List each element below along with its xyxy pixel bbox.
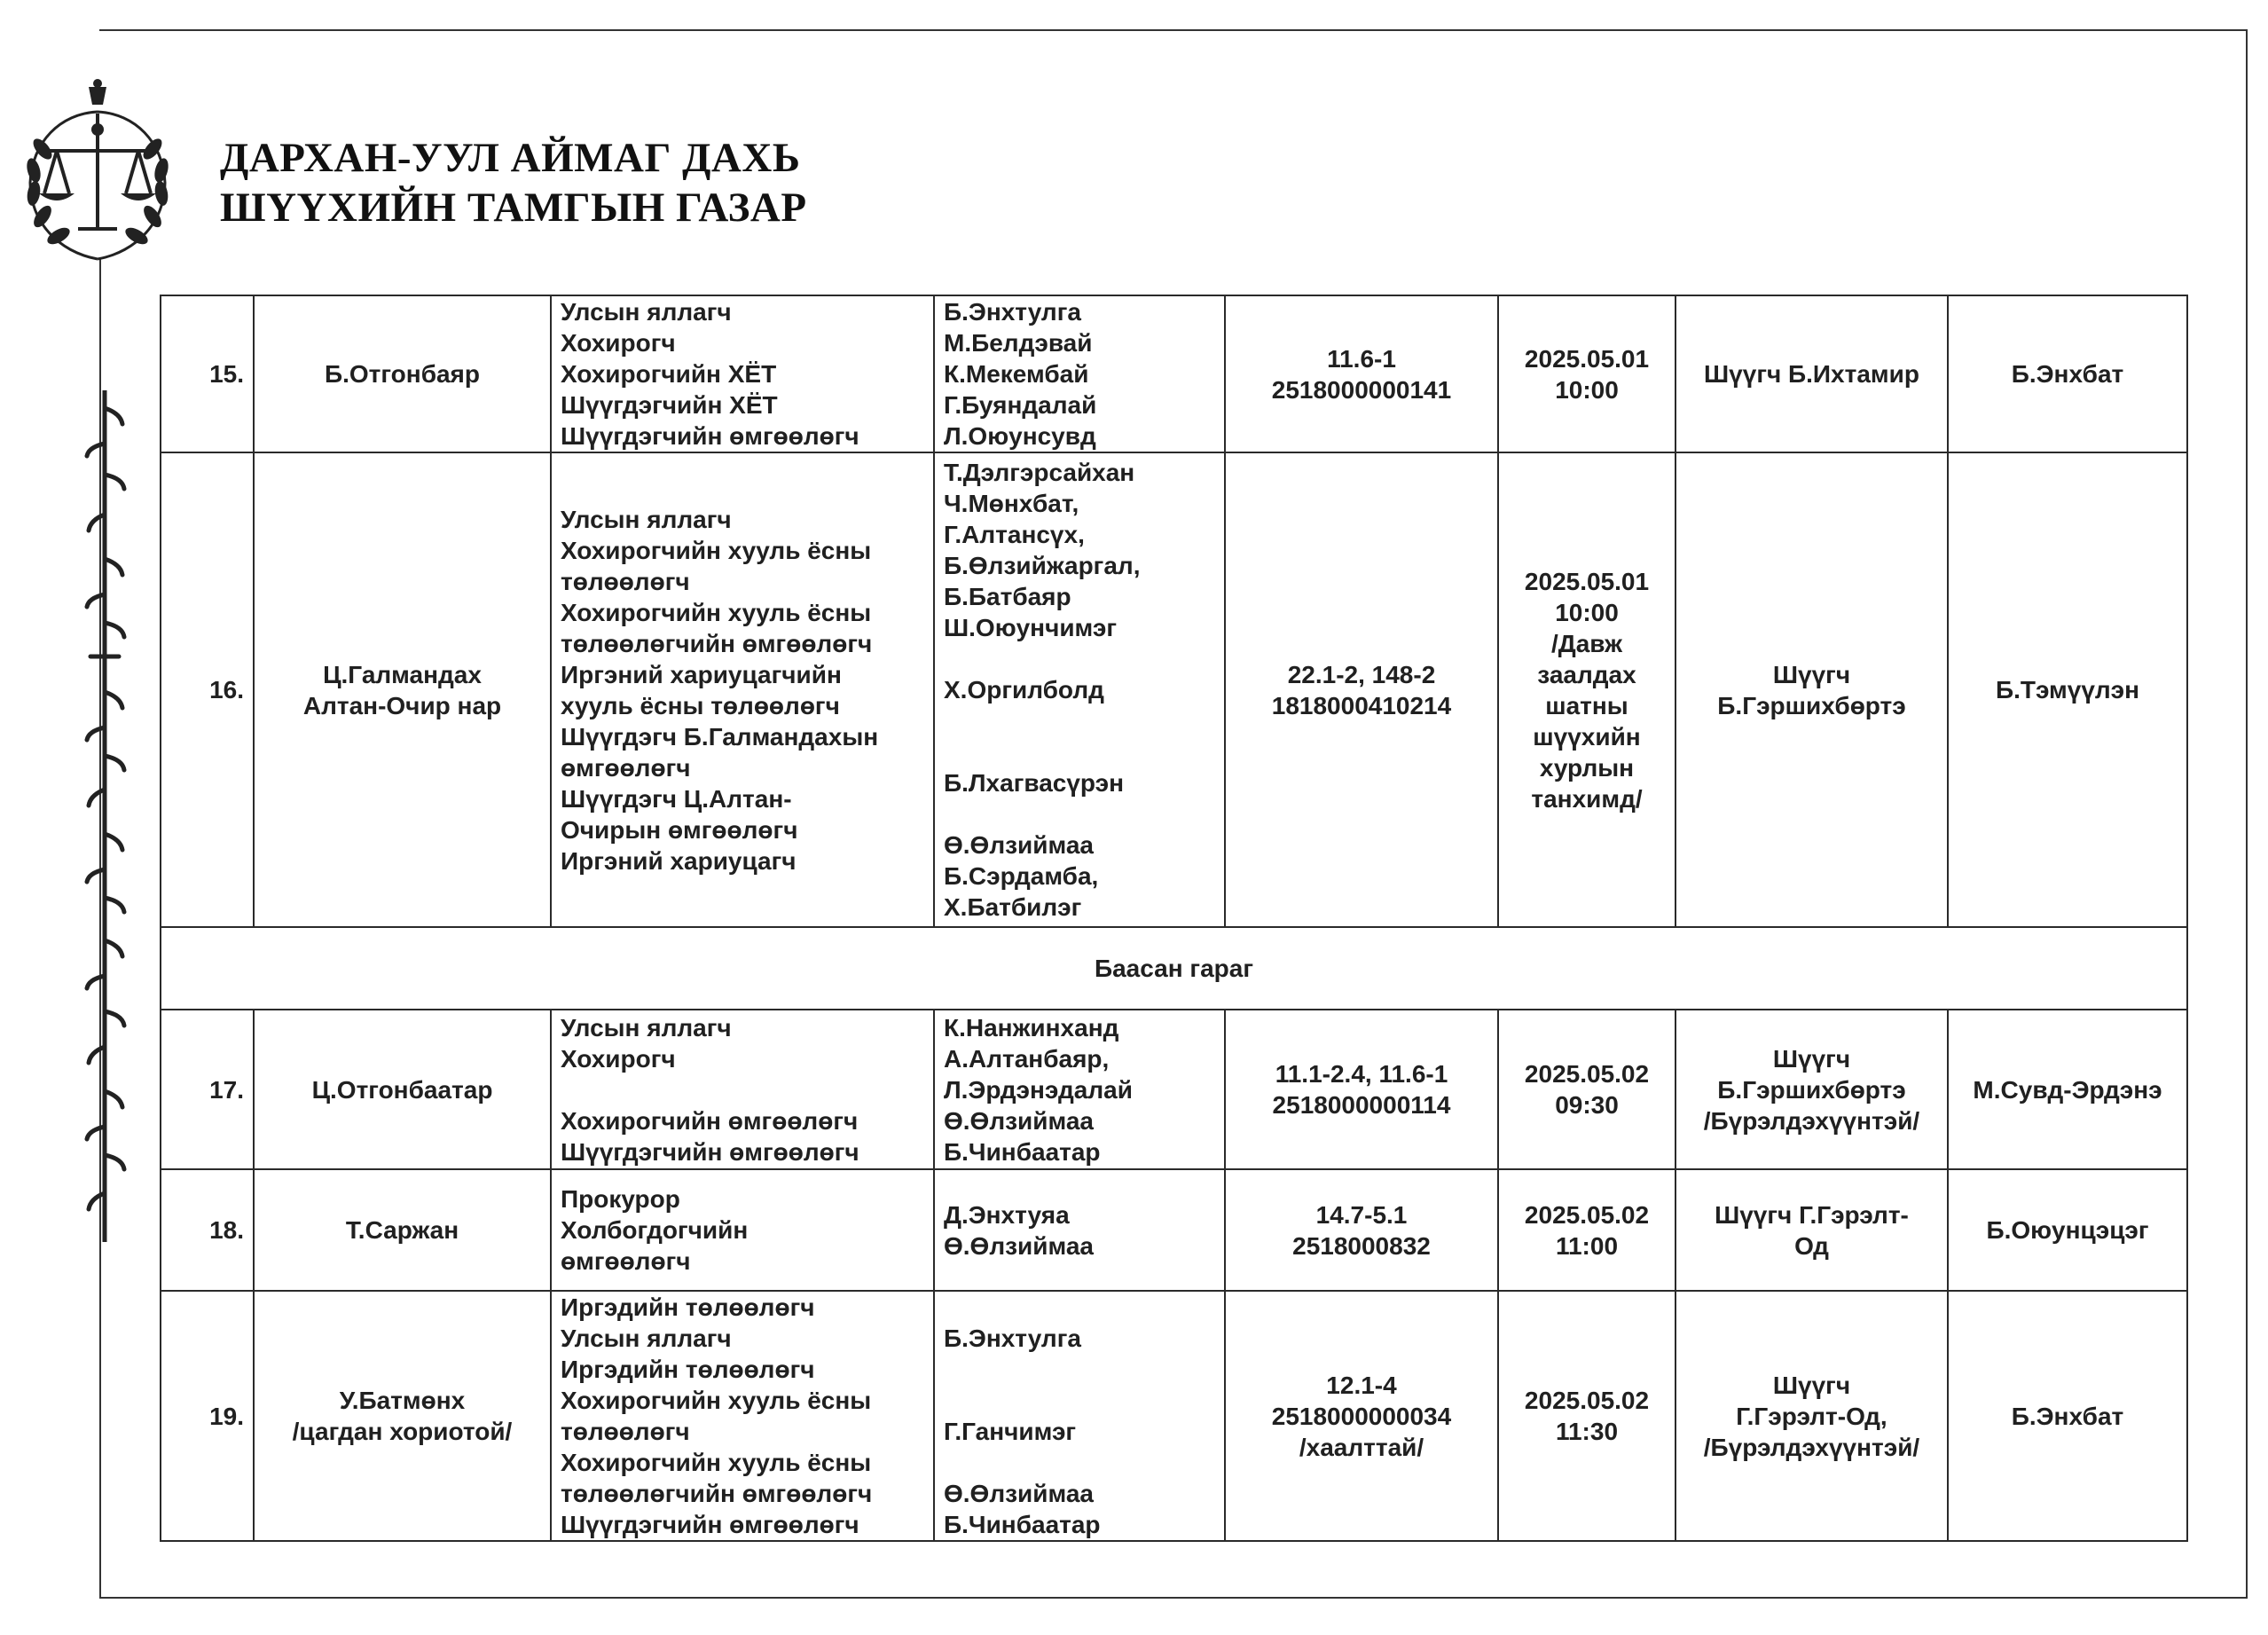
participant-roles-line: Улсын яллагч <box>561 1325 732 1352</box>
participant-roles-line: Шүүгдэгчийн өмгөөлөгч <box>561 422 859 450</box>
participant-roles-line: өмгөөлөгч <box>561 753 691 782</box>
judge-name-line: Б.Гэршихбөртэ <box>1717 691 1906 719</box>
court-emblem-icon <box>7 78 188 271</box>
participant-names-line: Ч.Мөнхбат, <box>944 490 1079 517</box>
participant-names-line: Х.Батбилэг <box>944 893 1082 921</box>
table-row <box>161 1291 2187 1541</box>
participant-roles-line: Холбогдогчийн <box>561 1216 749 1244</box>
clerk-name-line: Б.Тэмүүлэн <box>1995 676 2140 704</box>
case-code-line: 12.1-4 <box>1326 1371 1397 1399</box>
participant-roles-line: Хохирогчийн хууль ёсны <box>561 536 872 564</box>
participant-names-line: Л.Эрдэнэдалай <box>944 1075 1133 1104</box>
header-line-1: ДАРХАН-УУЛ АЙМАГ ДАХЬ <box>220 135 801 181</box>
participant-names-line <box>944 643 1215 674</box>
case-code-cell <box>1225 1169 1498 1291</box>
case-code-line: /хаалттай/ <box>1299 1433 1424 1461</box>
clerk-name-line: Б.Энхбат <box>2011 360 2124 388</box>
judge-name-line: Шүүгч Г.Гэрэлт- <box>1715 1200 1909 1229</box>
judge-name-line: /Бүрэлдэхүүнтэй/ <box>1703 1433 1920 1461</box>
judge-name-line: /Бүрэлдэхүүнтэй/ <box>1703 1106 1920 1135</box>
page-frame-bottom <box>99 1597 2248 1599</box>
participant-names-line <box>944 1385 1215 1416</box>
participant-roles-line: Шүүгдэгчийн өмгөөлөгч <box>561 1511 859 1538</box>
participant-names-line: Б.Батбаяр <box>944 583 1071 610</box>
table-row <box>161 1169 2187 1291</box>
participant-names-cell <box>934 452 1225 927</box>
case-code-cell <box>1225 1010 1498 1169</box>
hearing-datetime-line: шүүхийн <box>1533 722 1641 751</box>
participant-roles-line: төлөөлөгчийн өмгөөлөгч <box>561 1480 873 1507</box>
day-divider-row <box>161 927 2187 1010</box>
table-row <box>161 1010 2187 1169</box>
mongolian-script-icon <box>73 390 137 1242</box>
participant-names-line: Б.Лхагвасүрэн <box>944 769 1125 797</box>
judge-name-cell <box>1675 1010 1948 1169</box>
hearing-datetime-cell <box>1498 1291 1675 1541</box>
participant-roles-line: Шүүгдэгчийн өмгөөлөгч <box>561 1137 859 1166</box>
participant-names-cell <box>934 1010 1225 1169</box>
participant-roles-cell <box>551 1169 934 1291</box>
judge-name-line: Шүүгч <box>1772 660 1851 688</box>
hearing-datetime-line: заалдах <box>1537 660 1636 688</box>
case-number-cell: 19. <box>161 1291 254 1541</box>
participant-roles-line: Прокурор <box>561 1185 680 1213</box>
participant-names-line: Г.Ганчимэг <box>944 1418 1077 1445</box>
participant-names-line <box>944 1354 1215 1385</box>
case-code-line: 1818000410214 <box>1271 691 1452 719</box>
participant-names-cell <box>934 295 1225 452</box>
participant-roles-line: Хохирогчийн ХЁТ <box>561 360 777 388</box>
participant-names-line <box>944 1447 1215 1478</box>
judge-name-line: Шүүгч <box>1772 1371 1851 1399</box>
participant-names-line: Г.Алтансүх, <box>944 521 1085 548</box>
participant-roles-line: хууль ёсны төлөөлөгч <box>561 691 840 719</box>
clerk-name-line: Б.Оюунцэцэг <box>1986 1216 2149 1244</box>
participant-names-line: Б.Энхтулга <box>944 298 1081 326</box>
participant-names-line: Б.Өлзийжаргал, <box>944 552 1141 579</box>
defendant-name-cell <box>254 1169 551 1291</box>
hearing-datetime-cell <box>1498 1169 1675 1291</box>
defendant-name-cell <box>254 1291 551 1541</box>
participant-roles-line: Шүүгдэгч Б.Галмандахын <box>561 722 879 751</box>
hearing-datetime-line: танхимд/ <box>1531 784 1643 813</box>
defendant-name-cell <box>254 452 551 927</box>
participant-roles-line: Иргэдийн төлөөлөгч <box>561 1356 815 1383</box>
participant-roles-line <box>561 1074 924 1105</box>
participant-roles-line: Хохирогчийн хууль ёсны <box>561 1449 872 1476</box>
case-code-line: 11.6-1 <box>1327 344 1396 373</box>
participant-names-line: Ө.Өлзиймаа <box>944 831 1094 859</box>
case-number-cell: 17. <box>161 1010 254 1169</box>
participant-roles-line: төлөөлөгчийн өмгөөлөгч <box>561 629 873 657</box>
case-code-cell <box>1225 452 1498 927</box>
participant-names-line: Ш.Оюунчимэг <box>944 614 1118 641</box>
case-number-cell: 18. <box>161 1169 254 1291</box>
hearing-datetime-line: 10:00 <box>1555 375 1619 404</box>
participant-names-line: Б.Чинбаатар <box>944 1511 1101 1538</box>
case-code-line: 2518000832 <box>1292 1231 1431 1260</box>
participant-names-line: Х.Оргилболд <box>944 676 1104 704</box>
judge-name-cell <box>1675 1169 1948 1291</box>
hearing-datetime-line: 2025.05.02 <box>1524 1060 1650 1088</box>
participant-names-line <box>944 1292 1215 1323</box>
judge-name-line: Г.Гэрэлт-Од, <box>1736 1402 1887 1430</box>
participant-roles-cell <box>551 1291 934 1541</box>
hearing-datetime-cell <box>1498 1010 1675 1169</box>
participant-names-line: Т.Дэлгэрсайхан <box>944 459 1135 486</box>
case-number-cell: 15. <box>161 295 254 452</box>
clerk-name-line: Б.Энхбат <box>2011 1402 2124 1430</box>
header-line-2: ШҮҮХИЙН ТАМГЫН ГАЗАР <box>220 185 807 231</box>
hearing-datetime-line: 2025.05.01 <box>1524 344 1650 373</box>
participant-names-line: К.Нанжинханд <box>944 1013 1119 1042</box>
defendant-name-cell <box>254 295 551 452</box>
participant-names-line <box>944 705 1215 736</box>
clerk-name-cell <box>1948 1291 2187 1541</box>
hearing-datetime-line: 10:00 <box>1555 598 1619 626</box>
case-number-cell: 16. <box>161 452 254 927</box>
judge-name-line: Шүүгч Б.Ихтамир <box>1704 360 1919 388</box>
defendant-name-line: Ц.Галмандах <box>323 660 482 688</box>
hearing-datetime-line: 2025.05.02 <box>1524 1200 1650 1229</box>
judge-name-cell <box>1675 295 1948 452</box>
participant-roles-line: Улсын яллагч <box>561 298 732 326</box>
participant-names-line: А.Алтанбаяр, <box>944 1044 1110 1073</box>
case-code-line: 2518000000034 <box>1271 1402 1452 1430</box>
hearing-datetime-line: 2025.05.01 <box>1524 567 1650 595</box>
participant-roles-line: Хохирогч <box>561 329 676 357</box>
document-header <box>220 133 807 232</box>
hearing-datetime-cell <box>1498 452 1675 927</box>
participant-names-line: К.Мекембай <box>944 360 1089 388</box>
participant-names-cell <box>934 1291 1225 1541</box>
participant-roles-line: Шүүгдэгч Ц.Алтан- <box>561 784 792 813</box>
participant-roles-cell <box>551 295 934 452</box>
participant-names-line: Ө.Өлзиймаа <box>944 1480 1094 1507</box>
case-code-line: 2518000000141 <box>1271 375 1452 404</box>
hearing-datetime-line: 2025.05.02 <box>1524 1387 1650 1414</box>
judge-name-line: Б.Гэршихбөртэ <box>1717 1075 1906 1104</box>
hearing-datetime-line: шатны <box>1545 691 1628 719</box>
case-code-line: 2518000000114 <box>1272 1091 1451 1119</box>
participant-roles-line: Хохирогч <box>561 1044 676 1073</box>
table-row <box>161 452 2187 927</box>
participant-names-line: М.Белдэвай <box>944 329 1093 357</box>
judge-name-cell <box>1675 452 1948 927</box>
participant-roles-line: Хохирогчийн хууль ёсны <box>561 1387 872 1414</box>
defendant-name-line: Б.Отгонбаяр <box>324 360 480 388</box>
judge-name-line: Од <box>1794 1231 1829 1260</box>
participant-roles-line: Очирын өмгөөлөгч <box>561 815 798 844</box>
participant-names-line: Б.Энхтулга <box>944 1325 1081 1352</box>
participant-roles-line: Иргэдийн төлөөлөгч <box>561 1293 815 1321</box>
participant-roles-line: Улсын яллагч <box>561 505 732 533</box>
participant-names-line: Ө.Өлзиймаа <box>944 1231 1094 1260</box>
participant-names-line: Ө.Өлзиймаа <box>944 1106 1094 1135</box>
clerk-name-cell <box>1948 1169 2187 1291</box>
participant-roles-line: Иргэний хариуцагч <box>561 846 797 875</box>
page-frame-top <box>99 29 2248 31</box>
participant-roles-line: Улсын яллагч <box>561 1013 732 1042</box>
case-code-cell <box>1225 295 1498 452</box>
clerk-name-cell <box>1948 1010 2187 1169</box>
participant-roles-line: төлөөлөгч <box>561 567 690 595</box>
participant-roles-line: Иргэний хариуцагчийн <box>561 660 842 688</box>
participant-names-line: Б.Сэрдамба, <box>944 862 1099 890</box>
hearing-datetime-line: 11:00 <box>1555 1231 1619 1260</box>
participant-roles-line: Хохирогчийн өмгөөлөгч <box>561 1106 859 1135</box>
participant-roles-line: Шүүгдэгчийн ХЁТ <box>561 391 778 419</box>
participant-names-line <box>944 736 1215 767</box>
participant-names-line: Б.Чинбаатар <box>944 1137 1101 1166</box>
table-row <box>161 295 2187 452</box>
participant-roles-cell <box>551 1010 934 1169</box>
participant-roles-line: төлөөлөгч <box>561 1418 690 1445</box>
judge-name-line: Шүүгч <box>1772 1044 1851 1073</box>
judge-name-cell <box>1675 1291 1948 1541</box>
case-code-cell <box>1225 1291 1498 1541</box>
participant-roles-line: өмгөөлөгч <box>561 1247 691 1275</box>
participant-names-line: Л.Оюунсувд <box>944 422 1096 450</box>
participant-names-line <box>944 798 1215 829</box>
defendant-name-cell <box>254 1010 551 1169</box>
defendant-name-line: Ц.Отгонбаатар <box>311 1075 493 1104</box>
hearing-datetime-line: хурлын <box>1539 753 1635 782</box>
defendant-name-line: /цагдан хориотой/ <box>292 1418 513 1445</box>
clerk-name-cell <box>1948 295 2187 452</box>
defendant-name-line: Т.Саржан <box>345 1216 459 1244</box>
defendant-name-line: Алтан-Очир нар <box>302 691 502 719</box>
participant-roles-line: Хохирогчийн хууль ёсны <box>561 598 872 626</box>
participant-names-cell <box>934 1169 1225 1291</box>
clerk-name-line: М.Сувд-Эрдэнэ <box>1973 1075 2162 1104</box>
participant-roles-cell <box>551 452 934 927</box>
hearing-datetime-line: 09:30 <box>1555 1091 1619 1119</box>
hearing-datetime-line: /Давж <box>1551 629 1622 657</box>
case-code-line: 14.7-5.1 <box>1315 1200 1408 1229</box>
case-code-line: 22.1-2, 148-2 <box>1287 660 1436 688</box>
page-frame-right <box>2246 29 2248 1598</box>
participant-names-line: Г.Буяндалай <box>944 391 1097 419</box>
hearing-datetime-line: 11:30 <box>1555 1418 1619 1445</box>
defendant-name-line: У.Батмөнх <box>339 1387 466 1414</box>
hearing-datetime-cell <box>1498 295 1675 452</box>
clerk-name-cell <box>1948 452 2187 927</box>
hearing-schedule-table <box>160 295 2188 1542</box>
participant-names-line: Д.Энхтуяа <box>944 1200 1070 1229</box>
day-divider: Баасан гараг <box>161 927 2187 1010</box>
case-code-line: 11.1-2.4, 11.6-1 <box>1275 1060 1448 1088</box>
